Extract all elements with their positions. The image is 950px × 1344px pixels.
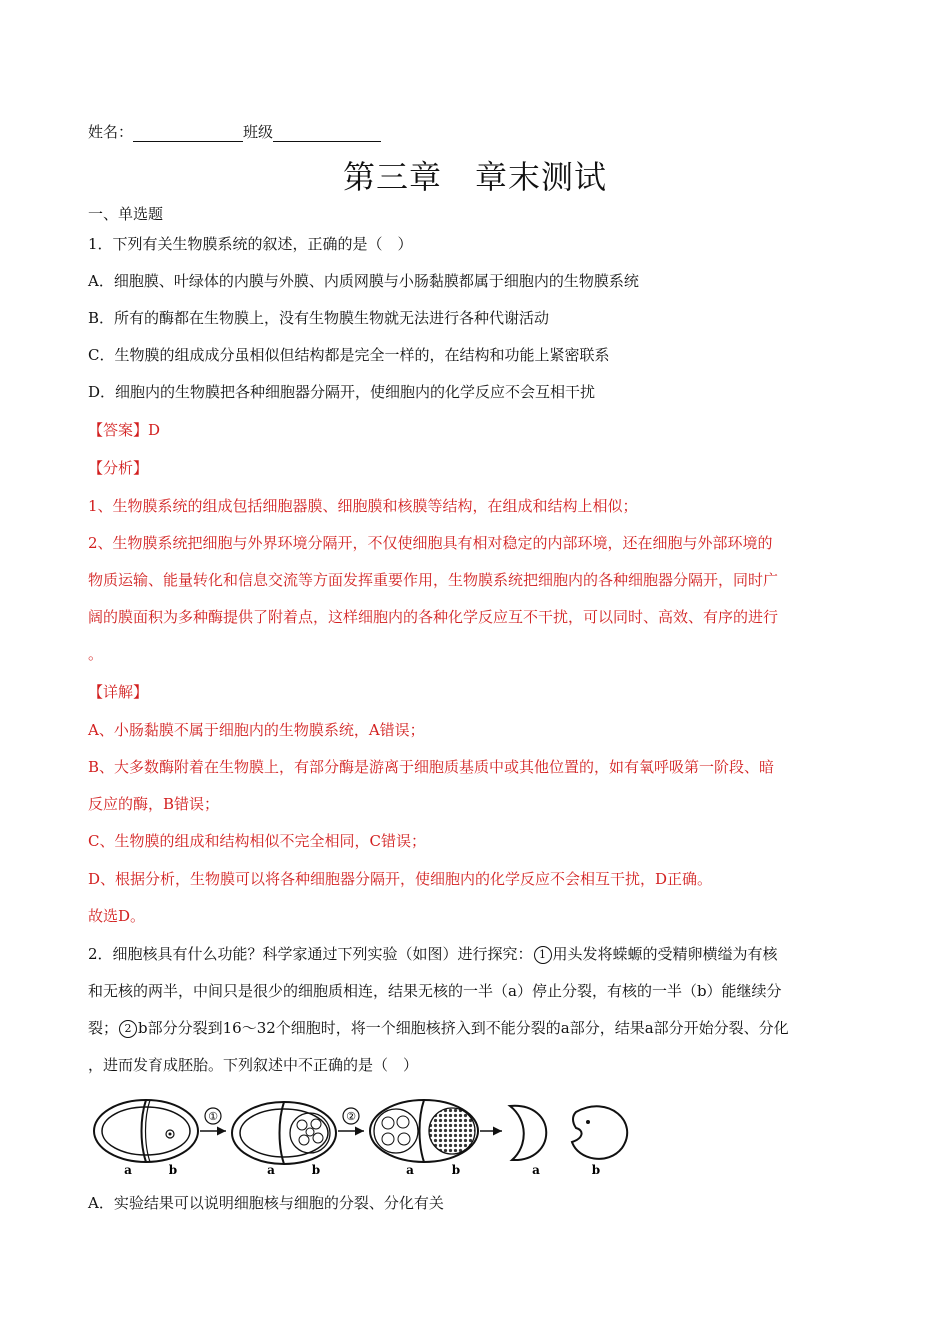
embryo-a	[510, 1106, 546, 1160]
q1-stem: 1．下列有关生物膜系统的叙述，正确的是（ ）	[88, 235, 413, 253]
q1-analysis-1: 1、生物膜系统的组成包括细胞器膜、细胞膜和核膜等结构，在组成和结构上相似；	[88, 497, 638, 515]
q1-detail-label: 【详解】	[88, 683, 149, 701]
step-2-marker: 2	[119, 1020, 137, 1038]
step-1-label: ①	[208, 1110, 218, 1123]
q1-analysis-3: 物质运输、能量转化和信息交流等方面发挥重要作用，生物膜系统把细胞内的各种细胞器分隔开，同时广	[88, 571, 779, 589]
q1-option-b: B．所有的酶都在生物膜上，没有生物膜生物就无法进行各种代谢活动	[88, 309, 550, 327]
q2-line-3	[88, 1018, 890, 1038]
q1-analysis-2: 2、生物膜系统把细胞与外界环境分隔开，不仅使细胞具有相对稳定的内部环境，还在细胞与外部环境的	[88, 534, 773, 552]
q1-analysis-label: 【分析】	[88, 459, 149, 477]
q1-detail-4: C、生物膜的组成和结构相似不完全相同，C错误；	[88, 832, 426, 850]
figure-label: a	[532, 1163, 540, 1176]
q1-option-d: D．细胞内的生物膜把各种细胞器分隔开，使细胞内的化学反应不会互相干扰	[88, 383, 596, 401]
header-line	[88, 122, 890, 142]
q1-detail-1: A、小肠黏膜不属于细胞内的生物膜系统，A错误；	[88, 721, 425, 739]
figure-label: a	[267, 1163, 275, 1176]
q1-option-a: A．细胞膜、叶绿体的内膜与外膜、内质网膜与小肠黏膜都属于细胞内的生物膜系统	[88, 272, 639, 290]
q1-detail-5: D、根据分析，生物膜可以将各种细胞器分隔开，使细胞内的化学反应不会相互干扰，D正确。	[88, 870, 713, 888]
figure-label: b	[168, 1163, 178, 1176]
q1-analysis-5: 。	[88, 645, 104, 663]
figure-label: a	[406, 1163, 414, 1176]
q2-line-4: ，进而发育成胚胎。下列叙述中不正确的是（ ）	[88, 1056, 419, 1074]
q1-detail-3: 反应的酶，B错误；	[88, 795, 220, 813]
class-label: 班级	[243, 123, 274, 141]
class-blank[interactable]	[273, 125, 381, 142]
name-blank[interactable]	[133, 125, 243, 142]
figure-label: b	[451, 1163, 461, 1176]
q2-line-2: 和无核的两半，中间只是很少的细胞质相连，结果无核的一半（a）停止分裂，有核的一半（b）能继续分	[88, 982, 782, 1000]
embryo-b	[572, 1106, 627, 1159]
q1-analysis-4: 阔的膜面积为多种酶提供了附着点，这样细胞内的各种化学反应互不干扰，可以同时、高效、有序的进行	[88, 608, 779, 626]
q2-line-1	[88, 944, 890, 964]
q2-line-1b: 用头发将蝾螈的受精卵横缢为有核	[552, 945, 778, 963]
q2-line-3b: b部分分裂到16～32个细胞时，将一个细胞核挤入到不能分裂的a部分，结果a部分开始分裂、分化	[138, 1019, 789, 1037]
experiment-figure	[88, 1098, 648, 1176]
egg-stage-3	[370, 1100, 478, 1162]
figure-label: b	[591, 1163, 601, 1176]
figure-label: b	[311, 1163, 321, 1176]
q1-answer: 【答案】D	[88, 421, 161, 439]
step-1-marker: 1	[534, 946, 552, 964]
step-2-label: ②	[346, 1110, 356, 1123]
q1-detail-2: B、大多数酶附着在生物膜上，有部分酶是游离于细胞质基质中或其他位置的，如有氧呼吸第一阶段、暗	[88, 758, 775, 776]
q1-option-c: C．生物膜的组成成分虽相似但结构都是完全一样的，在结构和功能上紧密联系	[88, 346, 610, 364]
figure-label: a	[124, 1163, 132, 1176]
egg-stage-2	[232, 1102, 336, 1164]
name-label: 姓名：	[88, 123, 134, 141]
section-heading: 一、单选题	[88, 205, 164, 223]
q1-detail-6: 故选D。	[88, 907, 146, 925]
q2-line-1a: 2．细胞核具有什么功能？科学家通过下列实验（如图）进行探究：	[88, 945, 533, 963]
q2-option-a: A．实验结果可以说明细胞核与细胞的分裂、分化有关	[88, 1194, 444, 1212]
page-title: 第三章 章末测试	[342, 158, 607, 196]
q2-line-3a: 裂；	[88, 1019, 119, 1037]
egg-stage-1	[94, 1100, 198, 1162]
